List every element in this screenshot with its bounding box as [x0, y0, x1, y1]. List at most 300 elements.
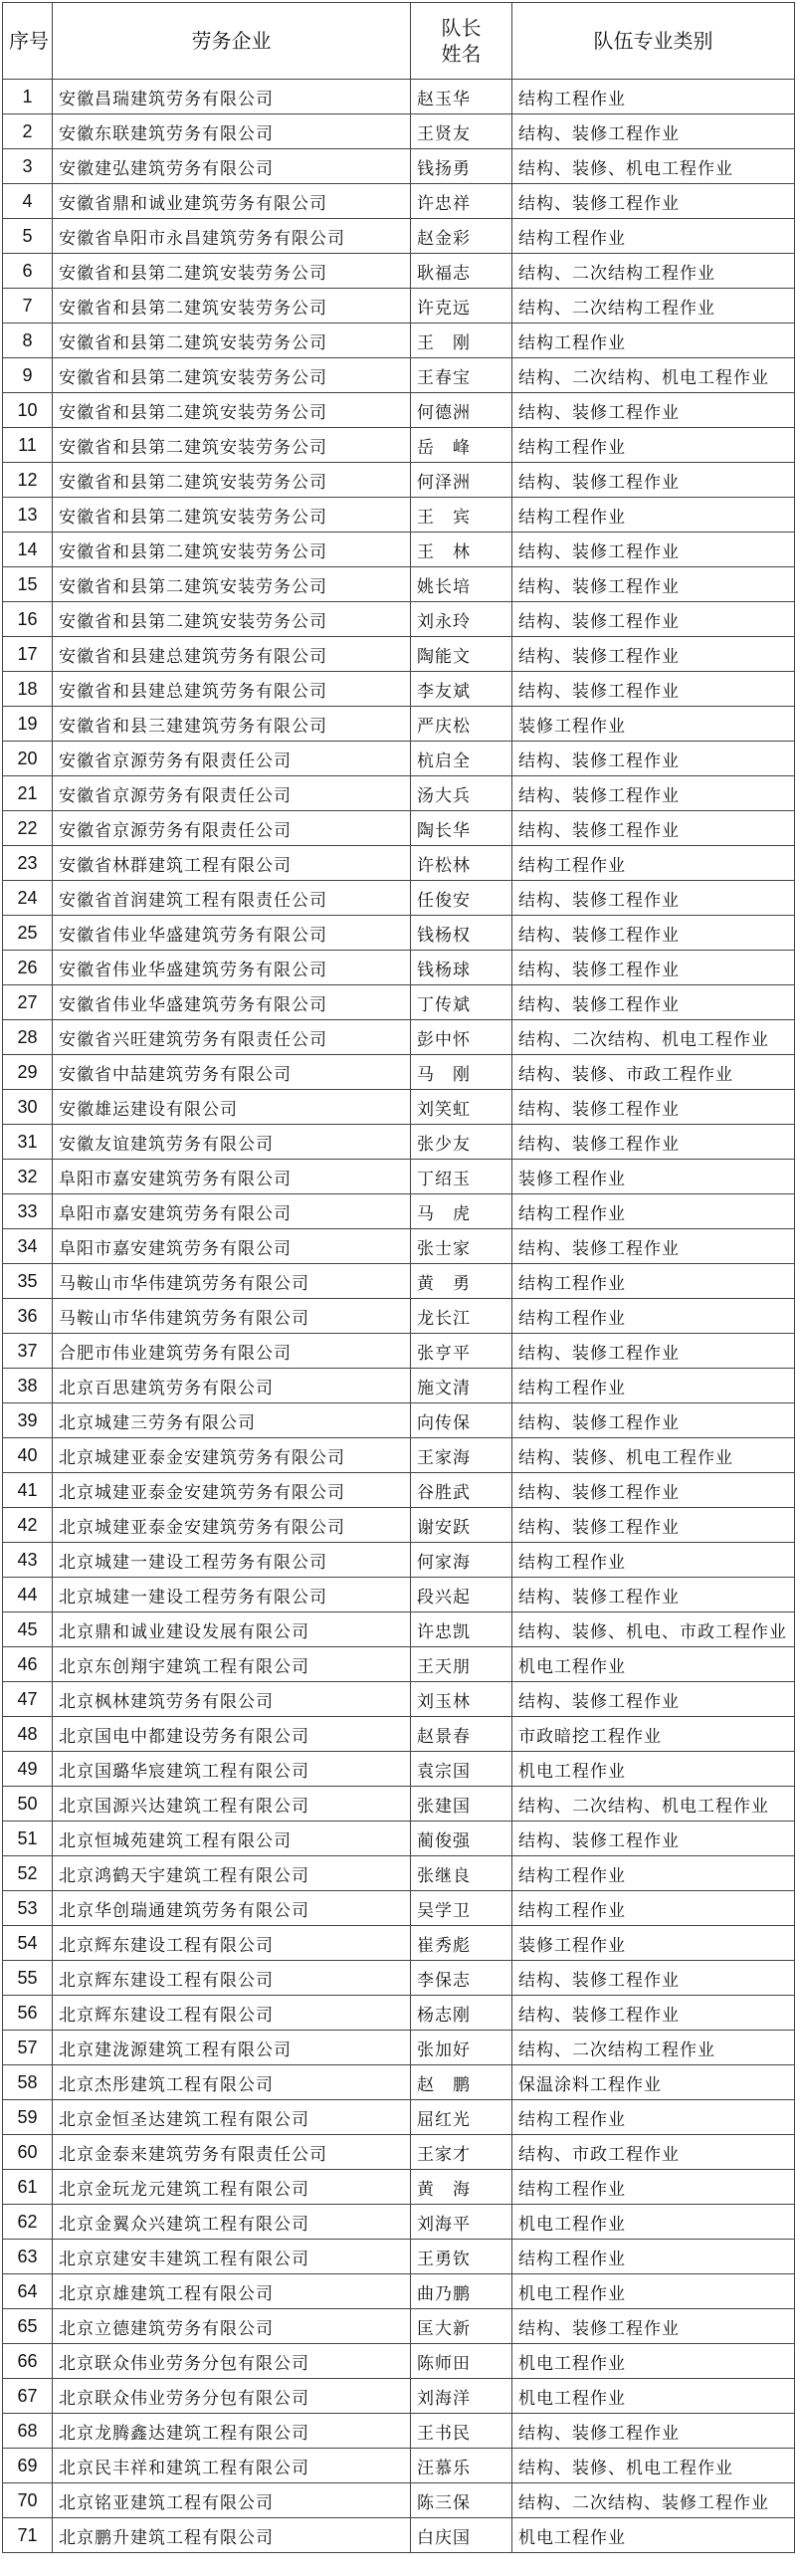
row-number: 35 — [3, 1264, 53, 1299]
team-category: 结构、二次结构工程作业 — [512, 254, 795, 289]
team-category: 结构、装修工程作业 — [512, 881, 795, 916]
team-category: 结构工程作业 — [512, 1369, 795, 1403]
company-name: 北京民丰祥和建筑工程有限公司 — [53, 2449, 411, 2483]
table-row — [3, 2483, 795, 2518]
table-row — [3, 2414, 795, 2449]
table-row — [3, 742, 795, 776]
team-category: 结构工程作业 — [512, 2170, 795, 2205]
table-row — [3, 2170, 795, 2205]
company-name: 安徽省和县第二建筑安装劳务公司 — [53, 323, 411, 358]
row-number: 67 — [3, 2379, 53, 2414]
table-row — [3, 1647, 795, 1682]
company-name: 安徽省阜阳市永昌建筑劳务有限公司 — [53, 219, 411, 254]
row-number: 54 — [3, 1926, 53, 1961]
team-category: 装修工程作业 — [512, 1926, 795, 1961]
company-name: 安徽东联建筑劳务有限公司 — [53, 114, 411, 149]
table-row — [3, 2065, 795, 2100]
row-number: 51 — [3, 1822, 53, 1856]
company-name: 安徽省和县第二建筑安装劳务公司 — [53, 393, 411, 428]
team-category: 机电工程作业 — [512, 2379, 795, 2414]
team-leader: 严庆松 — [411, 707, 512, 742]
company-name: 北京东创翔宇建筑工程有限公司 — [53, 1647, 411, 1682]
team-category: 结构、装修工程作业 — [512, 463, 795, 498]
team-category: 结构、装修工程作业 — [512, 985, 795, 1020]
row-number: 29 — [3, 1055, 53, 1090]
team-category: 机电工程作业 — [512, 1647, 795, 1682]
table-row — [3, 1508, 795, 1543]
table-row — [3, 358, 795, 393]
row-number: 1 — [3, 80, 53, 114]
team-category: 结构、二次结构工程作业 — [512, 2031, 795, 2065]
team-leader: 王春宝 — [411, 358, 512, 393]
company-name: 北京龙腾鑫达建筑工程有限公司 — [53, 2414, 411, 2449]
row-number: 23 — [3, 846, 53, 881]
team-leader: 施文清 — [411, 1369, 512, 1403]
team-category: 结构工程作业 — [512, 1264, 795, 1299]
table-row — [3, 1194, 795, 1229]
company-name: 马鞍山市华伟建筑劳务有限公司 — [53, 1299, 411, 1334]
team-category: 结构工程作业 — [512, 80, 795, 114]
team-leader: 谢安跃 — [411, 1508, 512, 1543]
row-number: 42 — [3, 1508, 53, 1543]
row-number: 65 — [3, 2309, 53, 2344]
company-name: 北京鹏升建筑工程有限公司 — [53, 2518, 411, 2553]
table-row — [3, 2274, 795, 2309]
company-name: 北京华创瑞通建筑劳务有限公司 — [53, 1891, 411, 1926]
header-leader: 队长 姓名 — [411, 3, 512, 80]
company-name: 安徽省伟业华盛建筑劳务有限公司 — [53, 916, 411, 951]
company-name: 北京城建一建设工程劳务有限公司 — [53, 1543, 411, 1578]
row-number: 48 — [3, 1717, 53, 1752]
team-leader: 杭启全 — [411, 742, 512, 776]
row-number: 66 — [3, 2344, 53, 2379]
table-row — [3, 393, 795, 428]
company-name: 安徽省和县第二建筑安装劳务公司 — [53, 533, 411, 567]
table-row — [3, 1752, 795, 1787]
team-leader: 赵玉华 — [411, 80, 512, 114]
row-number: 9 — [3, 358, 53, 393]
company-name: 安徽省和县第二建筑安装劳务公司 — [53, 498, 411, 533]
row-number: 14 — [3, 533, 53, 567]
company-name: 北京金泰来建筑劳务有限责任公司 — [53, 2135, 411, 2170]
table-row — [3, 533, 795, 567]
table-row — [3, 428, 795, 463]
company-name: 安徽省京源劳务有限责任公司 — [53, 811, 411, 846]
header-no: 序号 — [3, 3, 53, 80]
table-row — [3, 811, 795, 846]
row-number: 68 — [3, 2414, 53, 2449]
company-name: 北京建泷源建筑工程有限公司 — [53, 2031, 411, 2065]
company-name: 北京国璐华宸建筑工程有限公司 — [53, 1752, 411, 1787]
row-number: 16 — [3, 602, 53, 637]
team-category: 结构工程作业 — [512, 323, 795, 358]
table-row — [3, 114, 795, 149]
team-category: 结构工程作业 — [512, 846, 795, 881]
company-name: 北京联众伟业劳务分包有限公司 — [53, 2379, 411, 2414]
team-leader: 马 刚 — [411, 1055, 512, 1090]
team-leader: 马 虎 — [411, 1194, 512, 1229]
table-row — [3, 1264, 795, 1299]
row-number: 49 — [3, 1752, 53, 1787]
team-category: 结构工程作业 — [512, 498, 795, 533]
team-leader: 张士家 — [411, 1229, 512, 1264]
team-leader: 王家海 — [411, 1438, 512, 1473]
row-number: 31 — [3, 1125, 53, 1160]
company-name: 安徽省伟业华盛建筑劳务有限公司 — [53, 951, 411, 985]
header-row — [3, 3, 795, 80]
team-category: 结构、装修工程作业 — [512, 533, 795, 567]
team-leader: 彭中怀 — [411, 1020, 512, 1055]
team-category: 结构、市政工程作业 — [512, 2135, 795, 2170]
row-number: 22 — [3, 811, 53, 846]
team-category: 结构工程作业 — [512, 2100, 795, 2135]
team-category: 结构、装修工程作业 — [512, 916, 795, 951]
row-number: 56 — [3, 1996, 53, 2031]
row-number: 39 — [3, 1403, 53, 1438]
team-leader: 刘玉林 — [411, 1682, 512, 1717]
company-name: 安徽省伟业华盛建筑劳务有限公司 — [53, 985, 411, 1020]
row-number: 41 — [3, 1473, 53, 1508]
row-number: 62 — [3, 2205, 53, 2240]
team-category: 结构、装修、机电工程作业 — [512, 2449, 795, 2483]
team-leader: 屈红光 — [411, 2100, 512, 2135]
team-leader: 赵景春 — [411, 1717, 512, 1752]
team-category: 结构、装修工程作业 — [512, 1682, 795, 1717]
team-category: 结构、装修工程作业 — [512, 114, 795, 149]
company-name: 安徽雄运建设有限公司 — [53, 1090, 411, 1125]
row-number: 13 — [3, 498, 53, 533]
table-row — [3, 463, 795, 498]
row-number: 21 — [3, 776, 53, 811]
table-row — [3, 498, 795, 533]
table-row — [3, 1125, 795, 1160]
table-row — [3, 916, 795, 951]
team-category: 结构、装修工程作业 — [512, 811, 795, 846]
team-category: 结构、装修工程作业 — [512, 2414, 795, 2449]
team-category: 结构、装修工程作业 — [512, 602, 795, 637]
team-category: 结构、装修工程作业 — [512, 672, 795, 707]
team-category: 结构、装修、市政工程作业 — [512, 1055, 795, 1090]
team-category: 结构、装修工程作业 — [512, 1822, 795, 1856]
team-category: 结构、装修工程作业 — [512, 1125, 795, 1160]
company-name: 北京鼎和诚业建设发展有限公司 — [53, 1612, 411, 1647]
team-category: 结构、装修工程作业 — [512, 1578, 795, 1612]
team-leader: 崔秀彪 — [411, 1926, 512, 1961]
company-name: 北京辉东建设工程有限公司 — [53, 1996, 411, 2031]
team-leader: 刘笑虹 — [411, 1090, 512, 1125]
row-number: 37 — [3, 1334, 53, 1369]
row-number: 10 — [3, 393, 53, 428]
table-row — [3, 2135, 795, 2170]
team-leader: 赵金彩 — [411, 219, 512, 254]
table-row — [3, 1787, 795, 1822]
row-number: 6 — [3, 254, 53, 289]
team-leader: 何德洲 — [411, 393, 512, 428]
company-name: 北京京建安丰建筑工程有限公司 — [53, 2240, 411, 2274]
team-leader: 丁传斌 — [411, 985, 512, 1020]
row-number: 36 — [3, 1299, 53, 1334]
company-name: 安徽省和县第二建筑安装劳务公司 — [53, 428, 411, 463]
row-number: 64 — [3, 2274, 53, 2309]
row-number: 20 — [3, 742, 53, 776]
table-row — [3, 184, 795, 219]
team-leader: 任俊安 — [411, 881, 512, 916]
company-name: 北京枫林建筑劳务有限公司 — [53, 1682, 411, 1717]
table-row — [3, 2309, 795, 2344]
table-row — [3, 1403, 795, 1438]
row-number: 45 — [3, 1612, 53, 1647]
table-row — [3, 289, 795, 323]
company-name: 北京鸿鹤天宇建筑工程有限公司 — [53, 1856, 411, 1891]
team-category: 结构、装修工程作业 — [512, 567, 795, 602]
company-name: 安徽省和县第二建筑安装劳务公司 — [53, 358, 411, 393]
row-number: 71 — [3, 2518, 53, 2553]
company-name: 安徽省和县第二建筑安装劳务公司 — [53, 254, 411, 289]
table-row — [3, 2031, 795, 2065]
team-leader: 陶能文 — [411, 637, 512, 672]
header-category: 队伍专业类别 — [512, 3, 795, 80]
team-leader: 王 宾 — [411, 498, 512, 533]
team-leader: 许忠祥 — [411, 184, 512, 219]
row-number: 52 — [3, 1856, 53, 1891]
row-number: 7 — [3, 289, 53, 323]
contractor-table — [2, 2, 795, 2553]
row-number: 38 — [3, 1369, 53, 1403]
company-name: 北京京雄建筑工程有限公司 — [53, 2274, 411, 2309]
row-number: 59 — [3, 2100, 53, 2135]
team-category: 结构、装修、机电工程作业 — [512, 1438, 795, 1473]
company-name: 安徽昌瑞建筑劳务有限公司 — [53, 80, 411, 114]
company-name: 北京金恒圣达建筑工程有限公司 — [53, 2100, 411, 2135]
row-number: 50 — [3, 1787, 53, 1822]
row-number: 12 — [3, 463, 53, 498]
company-name: 北京金玩龙元建筑工程有限公司 — [53, 2170, 411, 2205]
row-number: 47 — [3, 1682, 53, 1717]
row-number: 15 — [3, 567, 53, 602]
team-leader: 王 刚 — [411, 323, 512, 358]
team-leader: 谷胜武 — [411, 1473, 512, 1508]
table-row — [3, 1438, 795, 1473]
team-leader: 何泽洲 — [411, 463, 512, 498]
team-category: 结构、装修工程作业 — [512, 184, 795, 219]
company-name: 北京辉东建设工程有限公司 — [53, 1961, 411, 1996]
team-leader: 刘海平 — [411, 2205, 512, 2240]
table-row — [3, 1299, 795, 1334]
company-name: 北京城建亚泰金安建筑劳务有限公司 — [53, 1508, 411, 1543]
table-row — [3, 2344, 795, 2379]
row-number: 27 — [3, 985, 53, 1020]
row-number: 3 — [3, 149, 53, 184]
table-row — [3, 672, 795, 707]
table-row — [3, 2205, 795, 2240]
team-leader: 向传保 — [411, 1403, 512, 1438]
team-leader: 张建国 — [411, 1787, 512, 1822]
team-leader: 龙长江 — [411, 1299, 512, 1334]
team-category: 结构、装修工程作业 — [512, 1996, 795, 2031]
team-category: 结构工程作业 — [512, 219, 795, 254]
team-leader: 岳 峰 — [411, 428, 512, 463]
team-leader: 王书民 — [411, 2414, 512, 2449]
team-leader: 张继良 — [411, 1856, 512, 1891]
table-row — [3, 1473, 795, 1508]
company-name: 北京城建三劳务有限公司 — [53, 1403, 411, 1438]
table-body — [3, 80, 795, 2553]
row-number: 63 — [3, 2240, 53, 2274]
table-row — [3, 1612, 795, 1647]
team-leader: 刘永玲 — [411, 602, 512, 637]
team-leader: 姚长培 — [411, 567, 512, 602]
team-leader: 王家才 — [411, 2135, 512, 2170]
table-row — [3, 1891, 795, 1926]
table-row — [3, 707, 795, 742]
team-leader: 蔺俊强 — [411, 1822, 512, 1856]
team-leader: 陈三保 — [411, 2483, 512, 2518]
team-category: 结构、装修工程作业 — [512, 393, 795, 428]
company-name: 合肥市伟业建筑劳务有限公司 — [53, 1334, 411, 1369]
team-leader: 匡大新 — [411, 2309, 512, 2344]
company-name: 北京国源兴达建筑工程有限公司 — [53, 1787, 411, 1822]
team-category: 结构、二次结构、机电工程作业 — [512, 1787, 795, 1822]
team-category: 结构、装修工程作业 — [512, 1334, 795, 1369]
table-row — [3, 1926, 795, 1961]
table-row — [3, 881, 795, 916]
team-category: 结构、二次结构、机电工程作业 — [512, 358, 795, 393]
row-number: 61 — [3, 2170, 53, 2205]
table-row — [3, 1543, 795, 1578]
table-row — [3, 1369, 795, 1403]
row-number: 33 — [3, 1194, 53, 1229]
team-category: 装修工程作业 — [512, 1160, 795, 1194]
team-category: 机电工程作业 — [512, 1752, 795, 1787]
row-number: 70 — [3, 2483, 53, 2518]
table-row — [3, 985, 795, 1020]
row-number: 46 — [3, 1647, 53, 1682]
team-category: 结构、装修工程作业 — [512, 1403, 795, 1438]
row-number: 58 — [3, 2065, 53, 2100]
company-name: 安徽建弘建筑劳务有限公司 — [53, 149, 411, 184]
row-number: 26 — [3, 951, 53, 985]
row-number: 57 — [3, 2031, 53, 2065]
team-leader: 袁宗国 — [411, 1752, 512, 1787]
company-name: 北京辉东建设工程有限公司 — [53, 1926, 411, 1961]
table-row — [3, 149, 795, 184]
team-category: 装修工程作业 — [512, 707, 795, 742]
team-category: 结构工程作业 — [512, 428, 795, 463]
company-name: 北京联众伟业劳务分包有限公司 — [53, 2344, 411, 2379]
table-row — [3, 1856, 795, 1891]
row-number: 40 — [3, 1438, 53, 1473]
table-row — [3, 1160, 795, 1194]
table-row — [3, 219, 795, 254]
team-leader: 何家海 — [411, 1543, 512, 1578]
row-number: 17 — [3, 637, 53, 672]
company-name: 阜阳市嘉安建筑劳务有限公司 — [53, 1194, 411, 1229]
row-number: 4 — [3, 184, 53, 219]
team-category: 结构工程作业 — [512, 1856, 795, 1891]
row-number: 8 — [3, 323, 53, 358]
table-row — [3, 1229, 795, 1264]
table-row — [3, 1090, 795, 1125]
team-category: 结构、装修工程作业 — [512, 1229, 795, 1264]
row-number: 43 — [3, 1543, 53, 1578]
table-row — [3, 846, 795, 881]
team-leader: 王天朋 — [411, 1647, 512, 1682]
table-row — [3, 602, 795, 637]
team-leader: 耿福志 — [411, 254, 512, 289]
table-row — [3, 1961, 795, 1996]
team-leader: 张亨平 — [411, 1334, 512, 1369]
company-name: 安徽省和县第二建筑安装劳务公司 — [53, 289, 411, 323]
team-leader: 汤大兵 — [411, 776, 512, 811]
company-name: 安徽省京源劳务有限责任公司 — [53, 742, 411, 776]
company-name: 北京杰彤建筑工程有限公司 — [53, 2065, 411, 2100]
company-name: 安徽省和县第二建筑安装劳务公司 — [53, 463, 411, 498]
team-leader: 白庆国 — [411, 2518, 512, 2553]
table-row — [3, 1822, 795, 1856]
row-number: 69 — [3, 2449, 53, 2483]
row-number: 19 — [3, 707, 53, 742]
team-category: 结构、装修工程作业 — [512, 637, 795, 672]
company-name: 北京城建亚泰金安建筑劳务有限公司 — [53, 1473, 411, 1508]
team-leader: 曲乃鹏 — [411, 2274, 512, 2309]
row-number: 44 — [3, 1578, 53, 1612]
row-number: 55 — [3, 1961, 53, 1996]
team-category: 结构、装修工程作业 — [512, 742, 795, 776]
company-name: 安徽省和县第二建筑安装劳务公司 — [53, 567, 411, 602]
table-row — [3, 254, 795, 289]
table-row — [3, 1020, 795, 1055]
team-leader: 王勇钦 — [411, 2240, 512, 2274]
row-number: 24 — [3, 881, 53, 916]
team-category: 结构、二次结构工程作业 — [512, 289, 795, 323]
team-leader: 李保志 — [411, 1961, 512, 1996]
table-row — [3, 1055, 795, 1090]
team-leader: 赵 鹏 — [411, 2065, 512, 2100]
company-name: 安徽省和县建总建筑劳务有限公司 — [53, 637, 411, 672]
team-category: 结构、装修、机电工程作业 — [512, 149, 795, 184]
row-number: 25 — [3, 916, 53, 951]
row-number: 53 — [3, 1891, 53, 1926]
table-row — [3, 1717, 795, 1752]
table-row — [3, 2449, 795, 2483]
company-name: 安徽省鼎和诚业建筑劳务有限公司 — [53, 184, 411, 219]
table-row — [3, 776, 795, 811]
team-category: 结构、装修工程作业 — [512, 951, 795, 985]
table-row — [3, 637, 795, 672]
team-leader: 钱杨球 — [411, 951, 512, 985]
team-leader: 许忠凯 — [411, 1612, 512, 1647]
company-name: 安徽省林群建筑工程有限公司 — [53, 846, 411, 881]
row-number: 34 — [3, 1229, 53, 1264]
team-leader: 黄 海 — [411, 2170, 512, 2205]
team-category: 机电工程作业 — [512, 2274, 795, 2309]
team-leader: 陈师田 — [411, 2344, 512, 2379]
company-name: 安徽省和县三建建筑劳务有限公司 — [53, 707, 411, 742]
company-name: 安徽友谊建筑劳务有限公司 — [53, 1125, 411, 1160]
team-category: 结构工程作业 — [512, 1194, 795, 1229]
company-name: 阜阳市嘉安建筑劳务有限公司 — [53, 1229, 411, 1264]
company-name: 安徽省和县第二建筑安装劳务公司 — [53, 602, 411, 637]
company-name: 北京铭亚建筑工程有限公司 — [53, 2483, 411, 2518]
team-category: 结构、装修工程作业 — [512, 1090, 795, 1125]
row-number: 30 — [3, 1090, 53, 1125]
table-row — [3, 2379, 795, 2414]
row-number: 2 — [3, 114, 53, 149]
table-row — [3, 1578, 795, 1612]
team-leader: 钱杨权 — [411, 916, 512, 951]
team-category: 结构、二次结构、机电工程作业 — [512, 1020, 795, 1055]
team-leader: 吴学卫 — [411, 1891, 512, 1926]
